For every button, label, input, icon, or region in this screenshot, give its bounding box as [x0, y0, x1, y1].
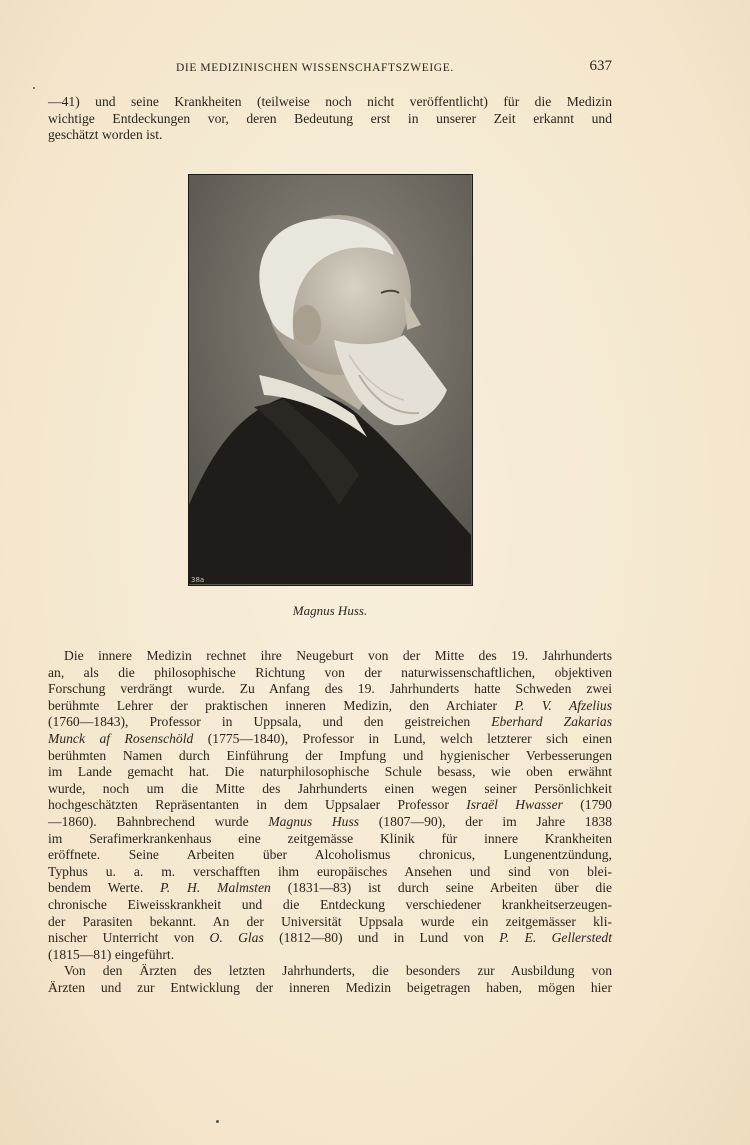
text-line: chronische Eiweisskrankheit und die Entdeckung verschiedener krankheitserzeugen- — [48, 896, 612, 912]
portrait-photo — [188, 174, 473, 586]
text-line: im Lande gemacht hat. Die naturphilosophische Schule besass, wie oben erwähnt — [48, 764, 612, 780]
text-line: —41) und seine Krankheiten (teilweise noch nicht veröffentlicht) für die Medizin — [48, 94, 612, 109]
person-name: P. V. Afzelius — [514, 697, 612, 713]
intro-paragraph — [48, 94, 612, 144]
person-name: Israël Hwasser — [466, 797, 563, 813]
text-line: hochgeschätzten Repräsentanten in dem Uppsalaer Professor Israël Hwasser (1790 — [48, 797, 612, 813]
text-line: (1760—1843), Professor in Uppsala, und den geistreichen Eberhard Zakarias — [48, 714, 612, 730]
text-line: Munck af Rosenschöld (1775—1840), Professor in Lund, welch letzterer sich einen — [48, 730, 612, 746]
text-line: Forschung verdrängt wurde. Zu Anfang des 19. Jahrhunderts hatte Schweden zwei — [48, 681, 612, 697]
text-line: wurde, noch um die Mitte des Jahrhunderts einen wegen seiner Persönlichkeit — [48, 780, 612, 796]
text-line: berühmten Namen durch Einführung der Impfung und hygienischer Verbesserungen — [48, 747, 612, 763]
page-number: 637 — [589, 58, 612, 74]
plate-mark: 38a — [191, 576, 205, 584]
text-line: —1860). Bahnbrechend wurde Magnus Huss (1807—90), der im Jahre 1838 — [48, 813, 612, 829]
person-name: O. Glas — [209, 930, 264, 946]
text-line: Von den Ärzten des letzten Jahrhunderts, die besonders zur Ausbildung von — [64, 963, 612, 979]
text-line: nischer Unterricht von O. Glas (1812—80) und in Lund von P. E. Gellerstedt — [48, 930, 613, 946]
text-line: berühmte Lehrer der praktischen inneren Medizin, den Archiater P. V. Afzelius — [48, 697, 612, 713]
text-line: geschätzt worden ist. — [48, 127, 163, 143]
text-line: eröffnete. Seine Arbeiten über Alcoholismus chronicus, Lungenentzündung, — [48, 847, 612, 863]
figure-caption: Magnus Huss. — [292, 603, 368, 618]
text-line: Ärzten und zur Entwicklung der inneren Medizin beigetragen haben, mögen hier — [48, 979, 612, 995]
person-name: Eberhard Zakarias — [491, 714, 612, 730]
text-line: Typhus u. a. m. verschafften ihm europäisches Ansehen und sind von blei- — [48, 863, 612, 879]
page-header — [48, 60, 612, 80]
text-line: (1815—81) eingeführt. — [48, 946, 175, 962]
text-line: der Parasiten bekannt. An der Universität Uppsala wurde ein zeitgemässer kli- — [48, 913, 612, 929]
speck — [33, 87, 35, 89]
person-name: P. E. Gellerstedt — [499, 930, 613, 946]
person-name: P. H. Malmsten — [160, 880, 271, 896]
portrait-image — [189, 175, 471, 584]
text-line: Die innere Medizin rechnet ihre Neugeburt von der Mitte des 19. Jahrhunderts — [64, 648, 612, 663]
person-name: Magnus Huss — [268, 813, 360, 829]
text-line: wichtige Entdeckungen vor, deren Bedeutung erst in unserer Zeit erkannt und — [48, 110, 612, 126]
running-title: DIE MEDIZINISCHEN WISSENSCHAFTSZWEIGE. — [176, 62, 454, 74]
person-name: Munck af Rosenschöld — [48, 730, 194, 746]
text-line: bendem Werte. P. H. Malmsten (1831—83) ist durch seine Arbeiten über die — [48, 880, 613, 896]
text-line: im Serafimerkrankenhaus eine zeitgemässe Klinik für innere Krankheiten — [48, 830, 612, 846]
speck — [216, 1120, 219, 1123]
text-line: an, als die philosophische Richtung von der naturwissenschaftlichen, objektiven — [48, 664, 612, 680]
body-paragraph — [48, 648, 612, 996]
